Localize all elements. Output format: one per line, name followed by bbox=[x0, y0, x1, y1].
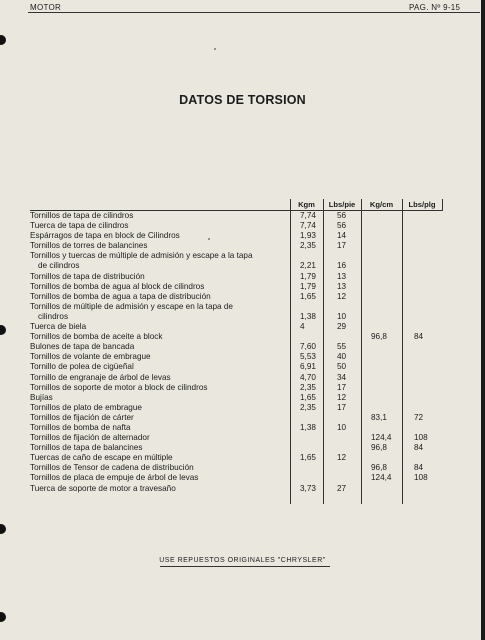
cell-lbs-pie: 56 bbox=[337, 211, 347, 220]
table-row bbox=[30, 413, 442, 423]
row-label: Tornillos de bomba de aceite a block bbox=[30, 332, 163, 342]
binder-hole bbox=[0, 325, 6, 335]
cell-lbs-pie: 17 bbox=[337, 382, 347, 392]
table-row bbox=[30, 362, 442, 372]
row-label: Tuerca de biela bbox=[30, 322, 87, 332]
cell-kg-cm: 124,4 bbox=[371, 433, 392, 443]
cell-kg-cm: 96,8 bbox=[371, 463, 387, 473]
header-rule bbox=[28, 12, 480, 13]
cell-kg-cm: 96,8 bbox=[371, 443, 387, 453]
cell-kgm: 3,73 bbox=[300, 483, 316, 493]
table-row bbox=[30, 261, 442, 271]
table-row bbox=[30, 231, 442, 241]
row-label: Tornillos de plato de embrague bbox=[30, 402, 142, 412]
cell-lbs-pie: 13 bbox=[337, 281, 347, 291]
cell-kgm: 6,91 bbox=[300, 362, 316, 372]
cell-lbs-pie: 17 bbox=[337, 402, 347, 412]
cell-lbs-plg: 108 bbox=[414, 433, 428, 443]
row-label: Tuercas de caño de escape en múltiple bbox=[30, 453, 173, 463]
row-label: Tornillos de múltiple de admisión y escape en la tapa de bbox=[30, 301, 233, 311]
cell-lbs-plg: 72 bbox=[414, 412, 424, 422]
row-label: Tornillos de torres de balancines bbox=[30, 241, 148, 251]
cell-kgm: 5,53 bbox=[300, 352, 316, 362]
row-label: cilindros bbox=[38, 311, 69, 321]
table-row bbox=[30, 211, 442, 221]
cell-lbs-pie: 29 bbox=[337, 322, 347, 332]
row-label: Espárragos de tapa en block de Cilindros bbox=[30, 231, 180, 241]
column-divider bbox=[442, 199, 443, 211]
table-row bbox=[30, 251, 442, 261]
table-row bbox=[30, 322, 442, 332]
table-row bbox=[30, 453, 442, 463]
table-row bbox=[30, 403, 442, 413]
cell-kgm: 1,79 bbox=[300, 281, 316, 291]
table-header bbox=[30, 199, 442, 211]
cell-lbs-pie: 10 bbox=[337, 311, 347, 321]
cell-lbs-pie: 10 bbox=[337, 422, 347, 432]
cell-kg-cm: 83,1 bbox=[371, 412, 387, 422]
column-header-kgm: Kgm bbox=[298, 200, 315, 209]
cell-kgm: 1,65 bbox=[300, 291, 316, 301]
header-page-number: PAG. Nº 9-15 bbox=[409, 3, 461, 12]
table-row bbox=[30, 433, 442, 443]
table-row bbox=[30, 241, 442, 251]
cell-lbs-pie: 16 bbox=[337, 261, 347, 271]
torque-table bbox=[30, 199, 442, 494]
cell-kgm: 1,93 bbox=[300, 231, 316, 241]
row-label: Tornillos de tapa de cilindros bbox=[30, 211, 134, 220]
footer-underline bbox=[160, 566, 330, 567]
cell-lbs-pie: 17 bbox=[337, 241, 347, 251]
cell-lbs-pie: 40 bbox=[337, 352, 347, 362]
cell-kgm: 7,60 bbox=[300, 342, 316, 352]
cell-kg-cm: 124,4 bbox=[371, 473, 392, 483]
cell-kgm: 1,65 bbox=[300, 392, 316, 402]
cell-lbs-plg: 108 bbox=[414, 473, 428, 483]
table-row bbox=[30, 473, 442, 483]
table-row bbox=[30, 352, 442, 362]
table-row bbox=[30, 312, 442, 322]
table-row bbox=[30, 302, 442, 312]
row-label: Tornillos de soporte de motor a block de cilindros bbox=[30, 382, 208, 392]
cell-lbs-pie: 14 bbox=[337, 231, 347, 241]
cell-kgm: 7,74 bbox=[300, 221, 316, 231]
table-row bbox=[30, 282, 442, 292]
table-row bbox=[30, 443, 442, 453]
table-row bbox=[30, 423, 442, 433]
table-row bbox=[30, 272, 442, 282]
cell-kgm: 2,35 bbox=[300, 241, 316, 251]
binder-hole bbox=[0, 35, 6, 45]
row-label: Tornillos de volante de embrague bbox=[30, 352, 151, 362]
column-header-lbs-plg: Lbs/plg bbox=[408, 200, 436, 209]
cell-lbs-pie: 50 bbox=[337, 362, 347, 372]
row-label: Tornillos de bomba de nafta bbox=[30, 422, 131, 432]
row-label: Tornillos de placa de empuje de árbol de levas bbox=[30, 473, 199, 483]
cell-lbs-plg: 84 bbox=[414, 443, 424, 453]
footer-note: USE REPUESTOS ORIGINALES "CHRYSLER" bbox=[159, 557, 326, 564]
table-row bbox=[30, 332, 442, 342]
cell-kgm: 4 bbox=[300, 322, 305, 332]
column-header-kg-cm: Kg/cm bbox=[369, 200, 394, 209]
cell-kgm: 2,21 bbox=[300, 261, 316, 271]
cell-kgm: 1,65 bbox=[300, 453, 316, 463]
cell-lbs-pie: 12 bbox=[337, 392, 347, 402]
cell-lbs-plg: 84 bbox=[414, 332, 424, 342]
cell-lbs-pie: 34 bbox=[337, 372, 347, 382]
binder-hole bbox=[0, 612, 6, 622]
header-section-label: MOTOR bbox=[30, 3, 62, 12]
column-header-lbs-pie: Lbs/pie bbox=[328, 200, 356, 209]
row-label: Bulones de tapa de bancada bbox=[30, 342, 135, 352]
table-row bbox=[30, 383, 442, 393]
table-body bbox=[30, 211, 442, 494]
row-label: Tornillos de tapa de balancines bbox=[30, 443, 143, 453]
row-label: Tornillos de fijación de cárter bbox=[30, 412, 134, 422]
table-row bbox=[30, 342, 442, 352]
cell-kg-cm: 96,8 bbox=[371, 332, 387, 342]
paper-speck bbox=[214, 48, 216, 50]
row-label: Tuerca de soporte de motor a travesaño bbox=[30, 483, 176, 493]
cell-lbs-pie: 12 bbox=[337, 453, 347, 463]
cell-kgm: 2,35 bbox=[300, 382, 316, 392]
cell-kgm: 1,38 bbox=[300, 311, 316, 321]
row-label: de cilindros bbox=[38, 261, 80, 271]
row-label: Tornillos y tuercas de múltiple de admisión y escape a la tapa bbox=[30, 251, 253, 261]
table-row bbox=[30, 484, 442, 494]
cell-kgm: 1,38 bbox=[300, 422, 316, 432]
row-label: Tuerca de tapa de cilindros bbox=[30, 221, 129, 231]
cell-lbs-pie: 13 bbox=[337, 271, 347, 281]
table-row bbox=[30, 463, 442, 473]
cell-lbs-pie: 55 bbox=[337, 342, 347, 352]
cell-lbs-pie: 12 bbox=[337, 291, 347, 301]
row-label: Tornillo de polea de cigüeñal bbox=[30, 362, 134, 372]
cell-lbs-plg: 84 bbox=[414, 463, 424, 473]
row-label: Tornillos de bomba de agua a tapa de distribución bbox=[30, 291, 211, 301]
cell-kgm: 7,74 bbox=[300, 211, 316, 220]
cell-kgm: 4,70 bbox=[300, 372, 316, 382]
cell-kgm: 1,79 bbox=[300, 271, 316, 281]
table-row bbox=[30, 393, 442, 403]
row-label: Tornillos de bomba de agua al block de cilindros bbox=[30, 281, 205, 291]
cell-kgm: 2,35 bbox=[300, 402, 316, 412]
row-label: Tornillo de engranaje de árbol de levas bbox=[30, 372, 171, 382]
table-row bbox=[30, 373, 442, 383]
row-label: Tornillos de Tensor de cadena de distribución bbox=[30, 463, 194, 473]
row-label: Tornillos de fijación de alternador bbox=[30, 433, 150, 443]
cell-lbs-pie: 56 bbox=[337, 221, 347, 231]
cell-lbs-pie: 27 bbox=[337, 483, 347, 493]
row-label: Tornillos de tapa de distribución bbox=[30, 271, 145, 281]
binder-hole bbox=[0, 524, 6, 534]
row-label: Bujías bbox=[30, 392, 53, 402]
page-title: DATOS DE TORSION bbox=[179, 93, 306, 107]
table-row bbox=[30, 292, 442, 302]
table-row bbox=[30, 221, 442, 231]
